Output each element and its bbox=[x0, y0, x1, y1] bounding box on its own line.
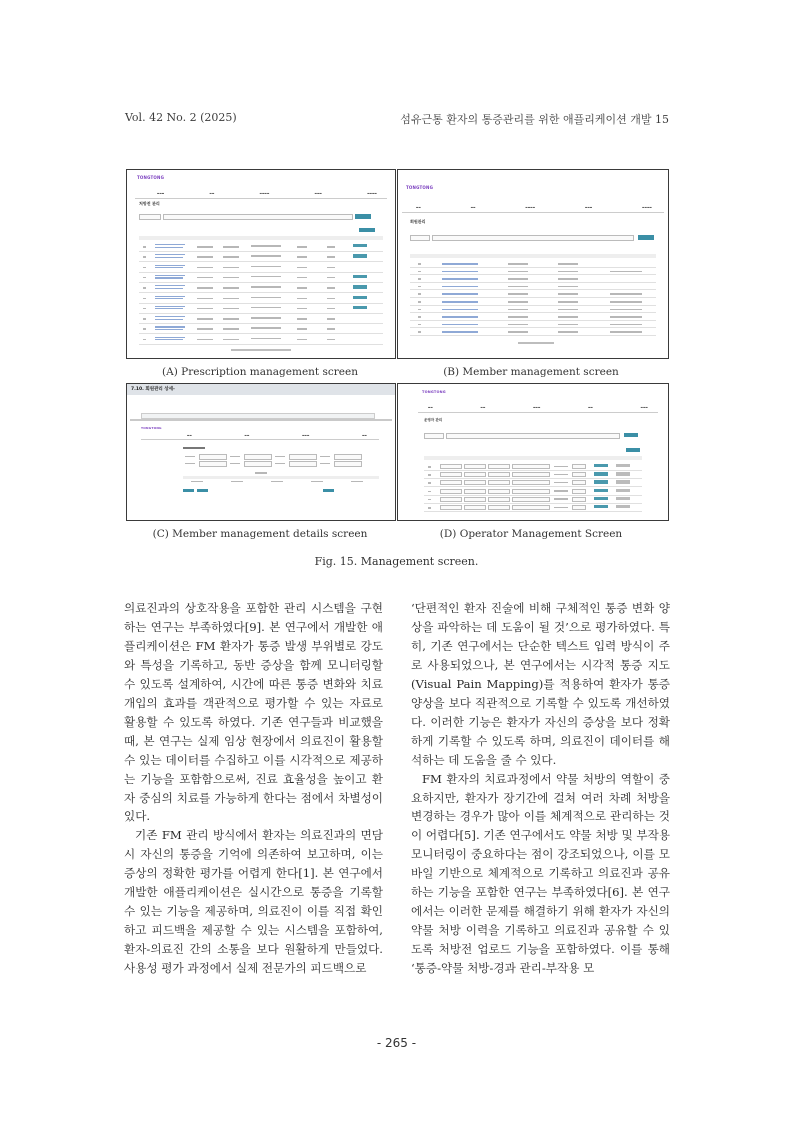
row-cell bbox=[558, 271, 578, 273]
table-row bbox=[410, 312, 656, 313]
row-cell bbox=[508, 316, 528, 318]
row-cell bbox=[558, 324, 578, 326]
figure-caption: Fig. 15. Management screen. bbox=[314, 555, 479, 568]
running-header-left: Vol. 42 No. 2 (2025) bbox=[125, 111, 237, 124]
row-field bbox=[572, 464, 586, 469]
row-cell bbox=[297, 328, 307, 330]
detail-cell bbox=[271, 481, 283, 482]
row-cell bbox=[143, 277, 146, 279]
filter-select bbox=[424, 433, 444, 439]
row-delete-button bbox=[616, 464, 630, 467]
row-cell bbox=[155, 275, 185, 276]
row-field bbox=[512, 464, 550, 469]
app-logo: TONGTONG bbox=[137, 175, 165, 180]
row-cell bbox=[558, 301, 578, 303]
row-field bbox=[488, 489, 510, 494]
row-cell bbox=[297, 277, 307, 279]
row-cell bbox=[155, 306, 185, 307]
detail-cell bbox=[191, 481, 203, 482]
form-field bbox=[334, 454, 362, 460]
row-cell bbox=[223, 246, 239, 248]
row-save-button bbox=[594, 464, 608, 467]
table-row bbox=[139, 344, 383, 345]
row-field bbox=[572, 489, 586, 494]
row-field bbox=[440, 505, 462, 510]
row-delete-button bbox=[616, 480, 630, 483]
row-cell bbox=[155, 296, 185, 297]
row-field bbox=[512, 472, 550, 477]
search-input bbox=[446, 433, 620, 439]
row-delete-button bbox=[616, 497, 630, 500]
row-field bbox=[572, 497, 586, 502]
row-cell bbox=[327, 298, 335, 300]
row-cell bbox=[223, 308, 239, 310]
row-cell bbox=[297, 308, 307, 310]
row-cell bbox=[143, 318, 146, 320]
form-label bbox=[185, 456, 195, 458]
row-cell bbox=[610, 309, 642, 311]
form-field bbox=[334, 461, 362, 467]
row-field bbox=[512, 497, 550, 502]
paragraph: FM 환자의 치료과정에서 약물 처방의 역할이 중요하지만, 환자가 장기간에 걸쳐 여러 차례 처방을 변경하는 경우가 많아 이를 체계적으로 관리하는 것이 어렵다[5]. 기존 연구에서도 약물 처방 및 부작용 모니터링이 중요하다는 점이 강조되었으나, 이를 모바일 기반으로 체계적으로 기록하고 의료진과 공유하는 기능을 포함한 연구는 부족하였다[6]. 본 연구에서는 이러한 문제를 해결하기 위해 환자가 자신의 약물 처방 이력을 기록하고 의료진과 공유할 수 있도록 처방전 업로드 기능을 포함하였다. 이를 통해 ‘통증-약물 처방-경과 관리-부작용 모 bbox=[411, 771, 670, 976]
bookmarks-bar bbox=[130, 419, 392, 421]
row-cell bbox=[554, 482, 568, 484]
table-row bbox=[424, 478, 642, 479]
row-cell bbox=[155, 285, 185, 286]
row-cell bbox=[610, 301, 642, 303]
row-field bbox=[488, 472, 510, 477]
table-row bbox=[410, 267, 656, 268]
form-field bbox=[244, 461, 272, 467]
row-cell bbox=[297, 246, 307, 248]
app-logo: TONGTONG bbox=[406, 185, 434, 190]
nav-bar: ▬▬ ▬▬ ▬▬▬ ▬▬ bbox=[187, 434, 367, 437]
row-action-button bbox=[353, 285, 367, 288]
row-save-button bbox=[594, 489, 608, 492]
row-cell bbox=[251, 317, 281, 319]
row-field bbox=[440, 480, 462, 485]
body-column-right bbox=[411, 599, 670, 978]
row-cell bbox=[442, 286, 478, 288]
row-cell bbox=[143, 308, 146, 310]
nav-divider bbox=[418, 412, 658, 413]
table-row bbox=[139, 323, 383, 324]
row-cell bbox=[197, 318, 213, 320]
form-label bbox=[185, 463, 195, 465]
row-cell bbox=[554, 474, 568, 476]
row-cell bbox=[223, 267, 239, 269]
row-cell bbox=[143, 246, 146, 248]
row-cell bbox=[197, 328, 213, 330]
row-cell bbox=[508, 278, 528, 280]
row-cell bbox=[155, 316, 185, 317]
row-cell bbox=[223, 256, 239, 258]
row-field bbox=[440, 497, 462, 502]
row-cell bbox=[197, 256, 213, 258]
form-field bbox=[289, 461, 317, 467]
row-cell bbox=[418, 309, 421, 311]
row-field bbox=[440, 472, 462, 477]
paragraph: ‘단편적인 환자 진술에 비해 구체적인 통증 변화 양상을 파악하는 데 도움이 될 것’으로 평가하였다. 특히, 기존 연구에서는 단순한 텍스트 입력 방식이 주로 사용되었으나, 본 연구에서는 시각적 통증 지도(Visual Pain Mapping)를 적용하여 환자가 통증 양상을 보다 직관적으로 기록할 수 있도록 개선하였다. 이러한 기능은 환자가 자신의 증상을 보다 정확하게 기록할 수 있도록 하며, 의료진이 데이터를 해석하는 데 도움을 줄 수 있다. bbox=[411, 601, 670, 767]
table-row bbox=[139, 313, 383, 314]
row-cell bbox=[197, 277, 213, 279]
row-field bbox=[464, 464, 486, 469]
detail-cell bbox=[231, 481, 243, 482]
table-row bbox=[410, 297, 656, 298]
row-delete-button bbox=[616, 489, 630, 492]
app-logo: TONGTONG bbox=[422, 390, 446, 394]
row-field bbox=[512, 489, 550, 494]
nav-bar: ▬▬▬ ▬▬ ▬▬▬▬ ▬▬▬ ▬▬▬▬ bbox=[157, 192, 377, 195]
register-button bbox=[359, 228, 375, 232]
row-cell bbox=[558, 316, 578, 318]
paragraph: 의료진과의 상호작용을 포함한 관리 시스템을 구현하는 연구는 부족하였다[9]. 본 연구에서 개발한 애플리케이션은 FM 환자가 통증 발생 부위별로 강도와 특성을 기록하고, 동반 증상을 함께 모니터링할 수 있도록 설계하여, 시간에 따른 통증 변화와 치료 개입의 효과를 객관적으로 평가할 수 있는 자료로 활용할 수 있도록 하였다. 기존 연구들과 비교했을 때, 본 연구는 실제 임상 현장에서 의료진이 활용할 수 있는 데이터를 수집하고 이를 시각적으로 제공하는 기능을 포함함으로써, 진료 효율성을 높이고 환자 중심의 치료를 가능하게 한다는 점에서 차별성이 있다. bbox=[124, 601, 383, 824]
table-row bbox=[139, 251, 383, 252]
row-cell bbox=[442, 316, 478, 318]
row-delete-button bbox=[616, 472, 630, 475]
row-cell bbox=[155, 254, 185, 255]
row-cell bbox=[251, 338, 281, 340]
row-cell bbox=[610, 293, 642, 295]
row-cell bbox=[251, 297, 281, 299]
row-cell bbox=[610, 271, 642, 273]
row-cell bbox=[418, 331, 421, 333]
screen-title: 처방전 관리 bbox=[139, 201, 160, 206]
row-cell bbox=[442, 331, 478, 333]
table-header bbox=[424, 456, 642, 460]
row-cell bbox=[442, 271, 478, 273]
row-cell bbox=[554, 498, 568, 500]
row-cell bbox=[251, 307, 281, 309]
form-field bbox=[199, 461, 227, 467]
row-cell bbox=[442, 278, 478, 280]
row-cell bbox=[610, 331, 642, 333]
row-cell bbox=[251, 266, 281, 268]
row-save-button bbox=[594, 480, 608, 483]
row-cell bbox=[428, 499, 431, 501]
nav-divider bbox=[135, 198, 387, 199]
table-row bbox=[410, 305, 656, 306]
row-save-button bbox=[594, 505, 608, 508]
row-cell bbox=[327, 339, 335, 341]
row-cell bbox=[297, 287, 307, 289]
row-cell bbox=[297, 256, 307, 258]
row-cell bbox=[327, 246, 335, 248]
figure-panel-operator bbox=[397, 383, 669, 521]
row-cell bbox=[508, 309, 528, 311]
row-field bbox=[464, 505, 486, 510]
search-input bbox=[432, 235, 634, 241]
figure-panel-prescription bbox=[126, 169, 396, 359]
row-cell bbox=[418, 301, 421, 303]
row-field bbox=[572, 505, 586, 510]
row-cell bbox=[251, 276, 281, 278]
row-cell bbox=[442, 293, 478, 295]
figure-panel-member-details bbox=[126, 383, 396, 521]
row-cell bbox=[554, 507, 568, 509]
row-cell bbox=[508, 271, 528, 273]
row-field bbox=[464, 489, 486, 494]
row-field bbox=[488, 497, 510, 502]
list-button bbox=[323, 489, 334, 492]
row-field bbox=[464, 472, 486, 477]
row-cell bbox=[155, 308, 183, 309]
detail-cell bbox=[311, 481, 323, 482]
filter-select bbox=[410, 235, 430, 241]
row-cell bbox=[197, 339, 213, 341]
row-cell bbox=[508, 301, 528, 303]
row-cell bbox=[223, 318, 239, 320]
row-cell bbox=[197, 267, 213, 269]
row-cell bbox=[428, 491, 431, 493]
row-action-button bbox=[353, 296, 367, 299]
row-field bbox=[512, 505, 550, 510]
row-action-button bbox=[353, 254, 367, 257]
row-cell bbox=[197, 298, 213, 300]
row-cell bbox=[197, 246, 213, 248]
row-cell bbox=[143, 339, 146, 341]
row-cell bbox=[558, 293, 578, 295]
table-header bbox=[139, 236, 383, 240]
row-cell bbox=[418, 316, 421, 318]
row-action-button bbox=[353, 306, 367, 309]
row-cell bbox=[155, 267, 183, 268]
edit-button bbox=[197, 489, 208, 492]
row-cell bbox=[554, 490, 568, 492]
row-cell bbox=[155, 244, 185, 245]
page-number: - 265 - bbox=[376, 1036, 417, 1050]
detail-table-header bbox=[183, 476, 379, 479]
row-cell bbox=[143, 256, 146, 258]
table-row bbox=[139, 333, 383, 334]
row-cell bbox=[155, 288, 183, 289]
form-label bbox=[275, 463, 285, 465]
search-button bbox=[638, 235, 654, 240]
caption-b: (B) Member management screen bbox=[443, 366, 619, 378]
row-cell bbox=[428, 474, 431, 476]
row-cell bbox=[558, 286, 578, 288]
row-action-button bbox=[353, 275, 367, 278]
row-field bbox=[572, 480, 586, 485]
section-title bbox=[183, 447, 205, 449]
search-input bbox=[163, 214, 353, 220]
row-field bbox=[440, 489, 462, 494]
row-cell bbox=[418, 324, 421, 326]
row-cell bbox=[327, 308, 335, 310]
form-field bbox=[289, 454, 317, 460]
row-cell bbox=[155, 247, 183, 248]
pagination bbox=[231, 349, 291, 351]
row-field bbox=[572, 472, 586, 477]
form-label bbox=[275, 456, 285, 458]
table-row bbox=[424, 503, 642, 504]
row-cell bbox=[508, 331, 528, 333]
row-cell bbox=[155, 257, 183, 258]
row-cell bbox=[297, 267, 307, 269]
row-cell bbox=[327, 256, 335, 258]
row-save-button bbox=[594, 472, 608, 475]
table-row bbox=[410, 320, 656, 321]
row-cell bbox=[143, 328, 146, 330]
row-cell bbox=[558, 263, 578, 265]
form-label bbox=[230, 456, 240, 458]
row-cell bbox=[155, 319, 183, 320]
row-field bbox=[488, 464, 510, 469]
row-cell bbox=[558, 278, 578, 280]
row-cell bbox=[442, 263, 478, 265]
table-row bbox=[424, 511, 642, 512]
caption-c: (C) Member management details screen bbox=[152, 528, 368, 540]
form-label bbox=[320, 456, 330, 458]
row-cell bbox=[251, 286, 281, 288]
row-cell bbox=[251, 327, 281, 329]
row-cell bbox=[442, 324, 478, 326]
row-cell bbox=[143, 287, 146, 289]
row-cell bbox=[442, 309, 478, 311]
row-action-button bbox=[353, 244, 367, 247]
caption-a: (A) Prescription management screen bbox=[162, 366, 358, 378]
screen-title: 운영자 관리 bbox=[424, 418, 443, 422]
row-cell bbox=[428, 466, 431, 468]
row-cell bbox=[143, 267, 146, 269]
row-cell bbox=[155, 298, 183, 299]
running-header-right: 섬유근통 환자의 통증관리를 위한 애플리케이션 개발 15 bbox=[400, 113, 669, 126]
row-cell bbox=[418, 286, 421, 288]
screen-title: 회원관리 bbox=[410, 219, 426, 224]
filter-select bbox=[139, 214, 161, 220]
row-cell bbox=[418, 271, 421, 273]
nav-bar: ▬▬ ▬▬ ▬▬▬ ▬▬ ▬▬▬ bbox=[428, 406, 648, 409]
row-cell bbox=[418, 263, 421, 265]
row-cell bbox=[197, 308, 213, 310]
table-row bbox=[410, 327, 656, 328]
row-field bbox=[512, 480, 550, 485]
address-bar bbox=[141, 413, 375, 419]
table-row bbox=[410, 274, 656, 275]
table-row bbox=[139, 292, 383, 293]
table-row bbox=[410, 335, 656, 336]
row-cell bbox=[610, 316, 642, 318]
row-cell bbox=[508, 263, 528, 265]
save-button bbox=[183, 489, 194, 492]
row-cell bbox=[508, 286, 528, 288]
search-button bbox=[355, 214, 371, 219]
search-button bbox=[624, 433, 638, 437]
row-cell bbox=[223, 287, 239, 289]
row-cell bbox=[297, 339, 307, 341]
row-cell bbox=[155, 329, 183, 330]
form-label bbox=[320, 463, 330, 465]
row-cell bbox=[327, 287, 335, 289]
register-button bbox=[626, 448, 640, 452]
row-field bbox=[488, 505, 510, 510]
table-row bbox=[410, 289, 656, 290]
form-field bbox=[244, 454, 272, 460]
row-cell bbox=[554, 466, 568, 468]
row-cell bbox=[251, 255, 281, 257]
row-cell bbox=[155, 265, 185, 266]
row-field bbox=[464, 480, 486, 485]
paragraph: 기존 FM 관리 방식에서 환자는 의료진과의 면담 시 자신의 통증을 기억에 의존하여 보고하며, 이는 증상의 정확한 평가를 어렵게 한다[1]. 본 연구에서 개발한 애플리케이션은 실시간으로 통증을 기록할 수 있는 기능을 제공하며, 의료진이 이를 직접 확인하고 피드백을 제공할 수 있는 시스템을 포함하여, 환자-의료진 간의 소통을 보다 원활하게 만들었다. 사용성 평가 과정에서 실제 전문가의 피드백으로 bbox=[124, 828, 383, 976]
row-field bbox=[488, 480, 510, 485]
row-cell bbox=[442, 301, 478, 303]
row-cell bbox=[428, 482, 431, 484]
caption-d: (D) Operator Management Screen bbox=[439, 528, 623, 540]
table-row bbox=[410, 282, 656, 283]
row-cell bbox=[327, 328, 335, 330]
row-cell bbox=[155, 339, 183, 340]
table-row bbox=[139, 272, 383, 273]
row-cell bbox=[223, 277, 239, 279]
form-label bbox=[230, 463, 240, 465]
nav-bar: ▬▬ ▬▬ ▬▬▬▬ ▬▬▬ ▬▬▬▬ bbox=[416, 206, 652, 209]
table-row bbox=[139, 261, 383, 262]
browser-tab bbox=[132, 406, 170, 411]
detail-cell bbox=[351, 481, 363, 482]
row-cell bbox=[155, 326, 185, 327]
row-cell bbox=[327, 277, 335, 279]
row-cell bbox=[558, 309, 578, 311]
row-save-button bbox=[594, 497, 608, 500]
row-cell bbox=[327, 267, 335, 269]
row-cell bbox=[223, 328, 239, 330]
table-row bbox=[139, 303, 383, 304]
row-cell bbox=[508, 293, 528, 295]
row-cell bbox=[610, 324, 642, 326]
table-row bbox=[424, 495, 642, 496]
body-column-left bbox=[124, 599, 383, 978]
row-cell bbox=[155, 337, 185, 338]
row-delete-button bbox=[616, 505, 630, 508]
app-logo: TONGTONG bbox=[141, 426, 162, 430]
row-cell bbox=[558, 331, 578, 333]
figure-panel-member bbox=[397, 169, 669, 359]
row-cell bbox=[428, 507, 431, 509]
row-cell bbox=[223, 339, 239, 341]
slide-title: 7.10. 회원관리 상세- bbox=[131, 387, 175, 392]
row-field bbox=[440, 464, 462, 469]
row-cell bbox=[143, 298, 146, 300]
row-cell bbox=[155, 277, 183, 278]
section-subtitle bbox=[255, 472, 267, 474]
form-field bbox=[199, 454, 227, 460]
row-cell bbox=[418, 293, 421, 295]
row-cell bbox=[251, 245, 281, 247]
pagination bbox=[518, 342, 554, 344]
row-field bbox=[464, 497, 486, 502]
row-cell bbox=[197, 287, 213, 289]
table-row bbox=[424, 486, 642, 487]
row-cell bbox=[418, 278, 421, 280]
table-row bbox=[424, 470, 642, 471]
table-header bbox=[410, 254, 656, 258]
row-cell bbox=[297, 298, 307, 300]
row-cell bbox=[223, 298, 239, 300]
nav-divider bbox=[141, 439, 379, 440]
row-cell bbox=[327, 318, 335, 320]
row-cell bbox=[297, 318, 307, 320]
table-row bbox=[139, 282, 383, 283]
row-cell bbox=[508, 324, 528, 326]
nav-divider bbox=[402, 212, 664, 213]
